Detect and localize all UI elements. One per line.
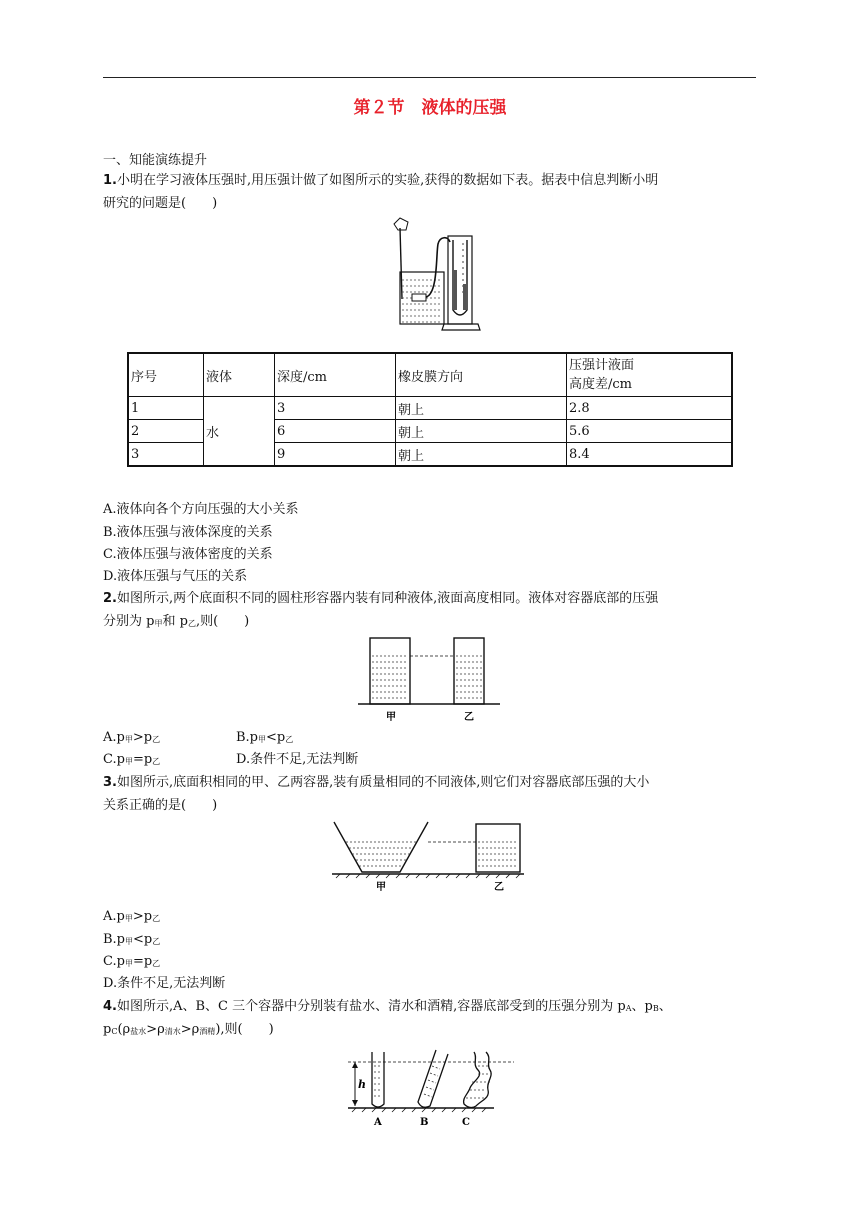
label-c: C bbox=[462, 1117, 470, 1128]
q2-option-b: $B.p_甲<p_乙$ bbox=[236, 730, 294, 745]
q2-option-a: $A.p_甲>p_乙$ bbox=[103, 730, 161, 745]
table-cell: 朝上 bbox=[396, 397, 567, 420]
q2-option-d: D.条件不足,无法判断 bbox=[236, 752, 359, 767]
header-rule bbox=[103, 77, 756, 78]
q4-containers-figure bbox=[344, 1048, 516, 1128]
q1-number: 1. bbox=[103, 173, 117, 188]
table-cell: 6 bbox=[275, 420, 396, 443]
q3-option-a: $A.p_甲>p_乙$ bbox=[103, 909, 161, 924]
q1-stem-line2: 研究的问题是( ) bbox=[103, 196, 218, 211]
label-b: B bbox=[420, 1117, 429, 1128]
q4-stem-line2: $p_C(\rho_{盐水}>\rho_{清水}>\rho_{酒精})$,则( ) bbox=[103, 1022, 274, 1037]
q2-stem-line1: 2.如图所示,两个底面积不同的圆柱形容器内装有同种液体,液面高度相同。液体对容器底部的压强 bbox=[103, 591, 659, 606]
table-cell: 朝上 bbox=[396, 420, 567, 443]
q4-stem-line1: 4.如图所示,A、B、C 三个容器中分别装有盐水、清水和酒精,容器底部受到的压强分别为 $p_A$、$p_B$、 bbox=[103, 999, 672, 1014]
q1-option-c: C.液体压强与液体密度的关系 bbox=[103, 547, 273, 562]
q2-containers-figure bbox=[356, 632, 502, 724]
table-cell: 1 bbox=[128, 397, 204, 420]
table-header-cell: 深度/cm bbox=[275, 353, 396, 397]
page-title: 第２节 液体的压强 bbox=[353, 98, 507, 118]
q1-option-d: D.液体压强与气压的关系 bbox=[103, 569, 248, 584]
q3-containers-figure bbox=[330, 818, 526, 896]
label-a: A bbox=[374, 1117, 382, 1128]
q2-number: 2. bbox=[103, 591, 117, 606]
q4-number: 4. bbox=[103, 999, 117, 1014]
q3-option-d: D.条件不足,无法判断 bbox=[103, 976, 226, 991]
table-cell-liquid: 水 bbox=[204, 397, 275, 467]
q3-stem-line1: 3.如图所示,底面积相同的甲、乙两容器,装有质量相同的不同液体,则它们对容器底部压强的大小 bbox=[103, 775, 650, 790]
table-cell: 朝上 bbox=[396, 443, 567, 467]
section-heading: 一、知能演练提升 bbox=[103, 153, 208, 168]
q3-option-c: $C.p_甲=p_乙$ bbox=[103, 954, 161, 969]
q2-stem-line2: 分别为 $p_甲$和 $p_乙$,则( ) bbox=[103, 614, 250, 629]
q1-data-table bbox=[127, 352, 733, 467]
table-cell: 2.8 bbox=[567, 397, 733, 420]
q1-option-a: A.液体向各个方向压强的大小关系 bbox=[103, 502, 299, 517]
table-cell: 3 bbox=[128, 443, 204, 467]
label-h: h bbox=[358, 1078, 366, 1091]
table-header-cell: 序号 bbox=[128, 353, 204, 397]
label-jia: 甲 bbox=[376, 882, 386, 893]
table-cell: 8.4 bbox=[567, 443, 733, 467]
label-yi: 乙 bbox=[464, 712, 474, 723]
label-jia: 甲 bbox=[386, 712, 396, 723]
q1-pressure-gauge-figure bbox=[386, 214, 486, 336]
table-row bbox=[128, 397, 732, 420]
q1-option-b: B.液体压强与液体深度的关系 bbox=[103, 525, 273, 540]
table-cell: 5.6 bbox=[567, 420, 733, 443]
q3-stem-line2: 关系正确的是( ) bbox=[103, 798, 218, 813]
table-header-cell: 液体 bbox=[204, 353, 275, 397]
table-header-cell: 压强计液面 高度差/cm bbox=[567, 353, 733, 397]
table-cell: 2 bbox=[128, 420, 204, 443]
q3-number: 3. bbox=[103, 775, 117, 790]
table-header-row bbox=[128, 353, 732, 397]
q3-option-b: $B.p_甲<p_乙$ bbox=[103, 932, 161, 947]
q1-stem-line1: 1.小明在学习液体压强时,用压强计做了如图所示的实验,获得的数据如下表。据表中信息判断小明 bbox=[103, 173, 659, 188]
table-header-cell: 橡皮膜方向 bbox=[396, 353, 567, 397]
q2-option-c: $C.p_甲=p_乙$ bbox=[103, 752, 161, 767]
label-yi: 乙 bbox=[494, 882, 504, 893]
table-cell: 9 bbox=[275, 443, 396, 467]
table-cell: 3 bbox=[275, 397, 396, 420]
